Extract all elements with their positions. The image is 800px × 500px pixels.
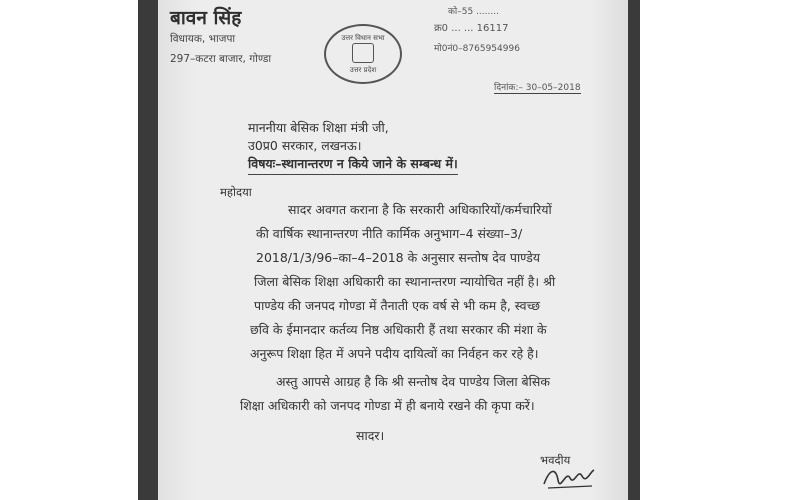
body-line: शिक्षा अधिकारी को जनपद गोण्डा में ही बनाये रखने की कृपा करें। xyxy=(240,398,535,413)
body-line: छवि के ईमानदार कर्तव्य निष्ठ अधिकारी हैं तथा सरकार की मंशा के xyxy=(250,322,547,337)
body-line: 2018/1/3/96–का–4–2018 के अनुसार सन्तोष देव पाण्डेय xyxy=(256,250,541,265)
seal-top-text: उत्तर विधान सभा xyxy=(341,34,385,42)
mobile-number: मो0नं0–8765954996 xyxy=(434,44,520,54)
body-line: पाण्डेय की जनपद गोण्डा में तैनाती एक वर्ष से भी कम है, स्वच्छ xyxy=(254,298,540,313)
subject-line: विषयः–स्थानान्तरण न किये जाने के सम्बन्ध में। xyxy=(248,154,458,175)
body-line: अस्तु आपसे आग्रह है कि श्री सन्तोष देव पाण्डेय जिला बेसिक xyxy=(276,374,550,389)
recipient-line-2: उ0प्र0 सरकार, लखनऊ। xyxy=(248,138,362,153)
body-line: अनुरूप शिक्षा हित में अपने पदीय दायित्वों का निर्वहन कर रहे है। xyxy=(250,346,539,361)
letter-page xyxy=(158,0,628,500)
closing-regards: सादर। xyxy=(356,428,385,443)
emblem-icon xyxy=(352,43,374,63)
body-line: सादर अवगत कराना है कि सरकारी अधिकारियों/कर्मचारियों xyxy=(288,202,552,217)
salutation: महोदया xyxy=(220,185,252,199)
body-line: जिला बेसिक शिक्षा अधिकारी का स्थानान्तरण न्यायोचित नहीं है। श्री xyxy=(254,274,556,289)
body-line: की वार्षिक स्थानान्तरण नीति कार्मिक अनुभाग–4 संख्या–3/ xyxy=(256,226,523,241)
seal-bottom-text: उत्तर प्रदेश xyxy=(349,66,377,74)
closing-yours: भवदीय xyxy=(540,453,571,467)
letter-date: दिनांक:– 30–05–2018 xyxy=(494,80,581,94)
sender-name: बावन सिंह xyxy=(170,7,242,29)
sender-designation: विधायक, भाजपा xyxy=(170,33,236,45)
signature-icon xyxy=(542,462,596,490)
address-line: को–55 ........ xyxy=(448,7,499,17)
sender-constituency: 297–कटरा बाजार, गोण्डा xyxy=(170,53,272,65)
recipient-line-1: माननीया बेसिक शिक्षा मंत्री जी, xyxy=(248,120,389,135)
assembly-seal xyxy=(324,24,402,84)
reference-number: क्र0 ... ... 16117 xyxy=(434,23,509,34)
document-photo xyxy=(138,0,640,500)
